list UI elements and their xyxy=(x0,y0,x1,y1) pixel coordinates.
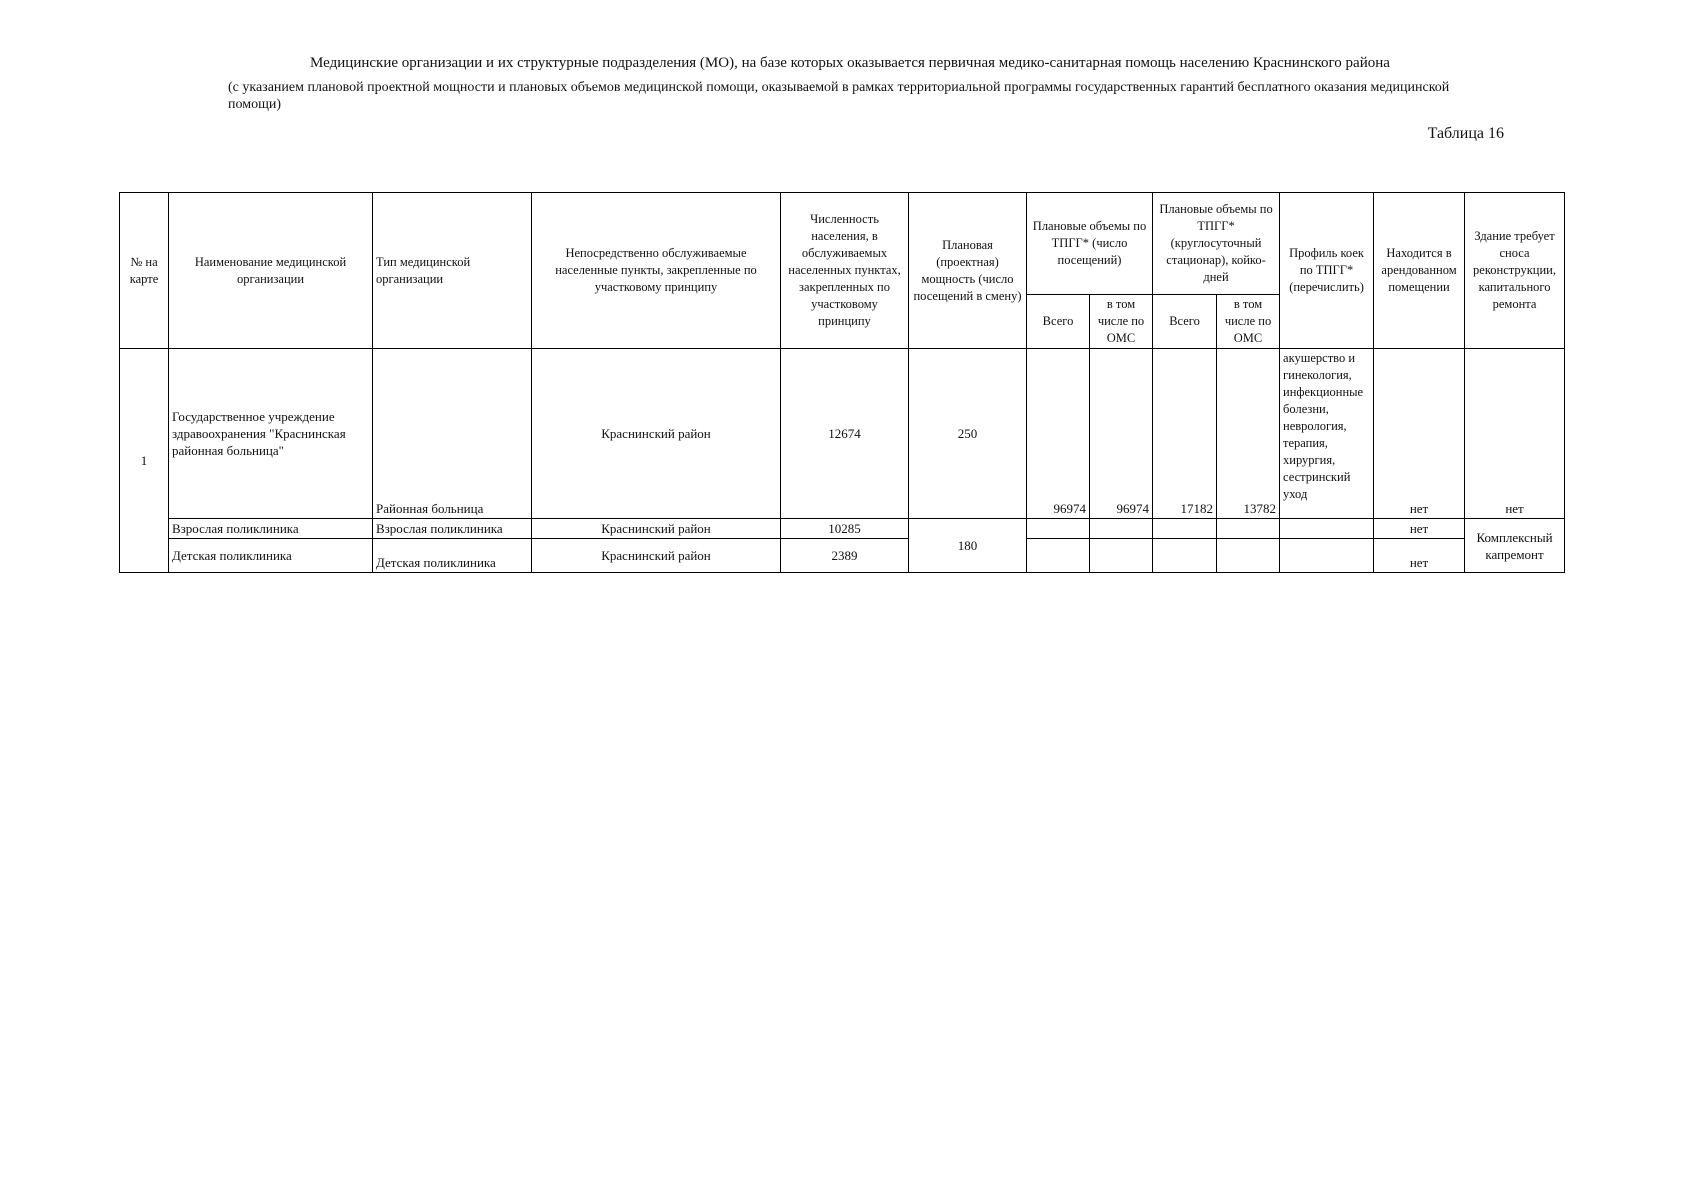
row1-visits-total: 96974 xyxy=(1027,349,1090,519)
row1-inpatient-oms: 13782 xyxy=(1217,349,1280,519)
row1a-population: 10285 xyxy=(781,519,909,539)
table-row xyxy=(120,539,1565,573)
row1-name: Государственное учреждение здравоохранения "Краснинская районная больница" xyxy=(169,349,373,519)
row1-population: 12674 xyxy=(781,349,909,519)
row1-capacity: 250 xyxy=(909,349,1027,519)
row1a-rented: нет xyxy=(1374,519,1465,539)
header-beds: Профиль коек по ТПГГ* (перечислить) xyxy=(1280,193,1374,349)
row1-num: 1 xyxy=(120,349,169,573)
row1-beds: акушерство и гинекология, инфекционные болезни, неврология, терапия, хирургия, сестринский уход xyxy=(1280,349,1374,519)
table-row xyxy=(120,349,1565,519)
row1-settlements: Краснинский район xyxy=(532,349,781,519)
row1b-name: Детская поликлиника xyxy=(169,539,373,573)
row1b-population: 2389 xyxy=(781,539,909,573)
row1-rebuild: нет xyxy=(1465,349,1565,519)
header-rebuild: Здание требует сноса реконструкции, капитального ремонта xyxy=(1465,193,1565,349)
header-name: Наименование медицинской организации xyxy=(169,193,373,349)
header-inpatient-total: Всего xyxy=(1153,295,1217,349)
header-rented: Находится в арендованном помещении xyxy=(1374,193,1465,349)
row1b-settlements: Краснинский район xyxy=(532,539,781,573)
header-visits-total: Всего xyxy=(1027,295,1090,349)
row1-rented: нет xyxy=(1374,349,1465,519)
header-inpatient-oms: в том числе по ОМС xyxy=(1217,295,1280,349)
table-row xyxy=(120,519,1565,539)
row1b-rented: нет xyxy=(1374,539,1465,573)
row1b-type: Детская поликлиника xyxy=(373,539,532,573)
header-visits: Плановые объемы по ТПГГ* (число посещений) xyxy=(1027,193,1153,295)
row1a-settlements: Краснинский район xyxy=(532,519,781,539)
header-settlements: Непосредственно обслуживаемые населенные пункты, закрепленные по участковому принципу xyxy=(532,193,781,349)
row1b-rebuild: Комплексный капремонт xyxy=(1465,519,1565,573)
document-subtitle: (с указанием плановой проектной мощности и плановых объемов медицинской помощи, оказываемой в рамках территориальной программы государственных гарантий бесплатного оказания медицинской помощи) xyxy=(228,80,1450,112)
header-capacity: Плановая (проектная) мощность (число посещений в смену) xyxy=(909,193,1027,349)
header-inpatient: Плановые объемы по ТПГГ* (круглосуточный стационар), койко-дней xyxy=(1153,193,1280,295)
row1b-capacity: 180 xyxy=(909,519,1027,573)
table-number: Таблица 16 xyxy=(1427,125,1504,142)
organizations-table xyxy=(119,192,1565,573)
row1-type: Районная больница xyxy=(373,349,532,519)
header-population: Численность населения, в обслуживаемых населенных пунктах, закрепленных по участковому принципу xyxy=(781,193,909,349)
row1-visits-oms: 96974 xyxy=(1090,349,1153,519)
document-title: Медицинские организации и их структурные подразделения (МО), на базе которых оказывается первичная медико-санитарная помощь населению Краснинского района xyxy=(310,55,1390,71)
row1-inpatient-total: 17182 xyxy=(1153,349,1217,519)
row1a-name: Взрослая поликлиника xyxy=(169,519,373,539)
header-type: Тип медицинской организации xyxy=(373,193,532,349)
header-visits-oms: в том числе по ОМС xyxy=(1090,295,1153,349)
row1a-type: Взрослая поликлиника xyxy=(373,519,532,539)
header-num: № на карте xyxy=(120,193,169,349)
